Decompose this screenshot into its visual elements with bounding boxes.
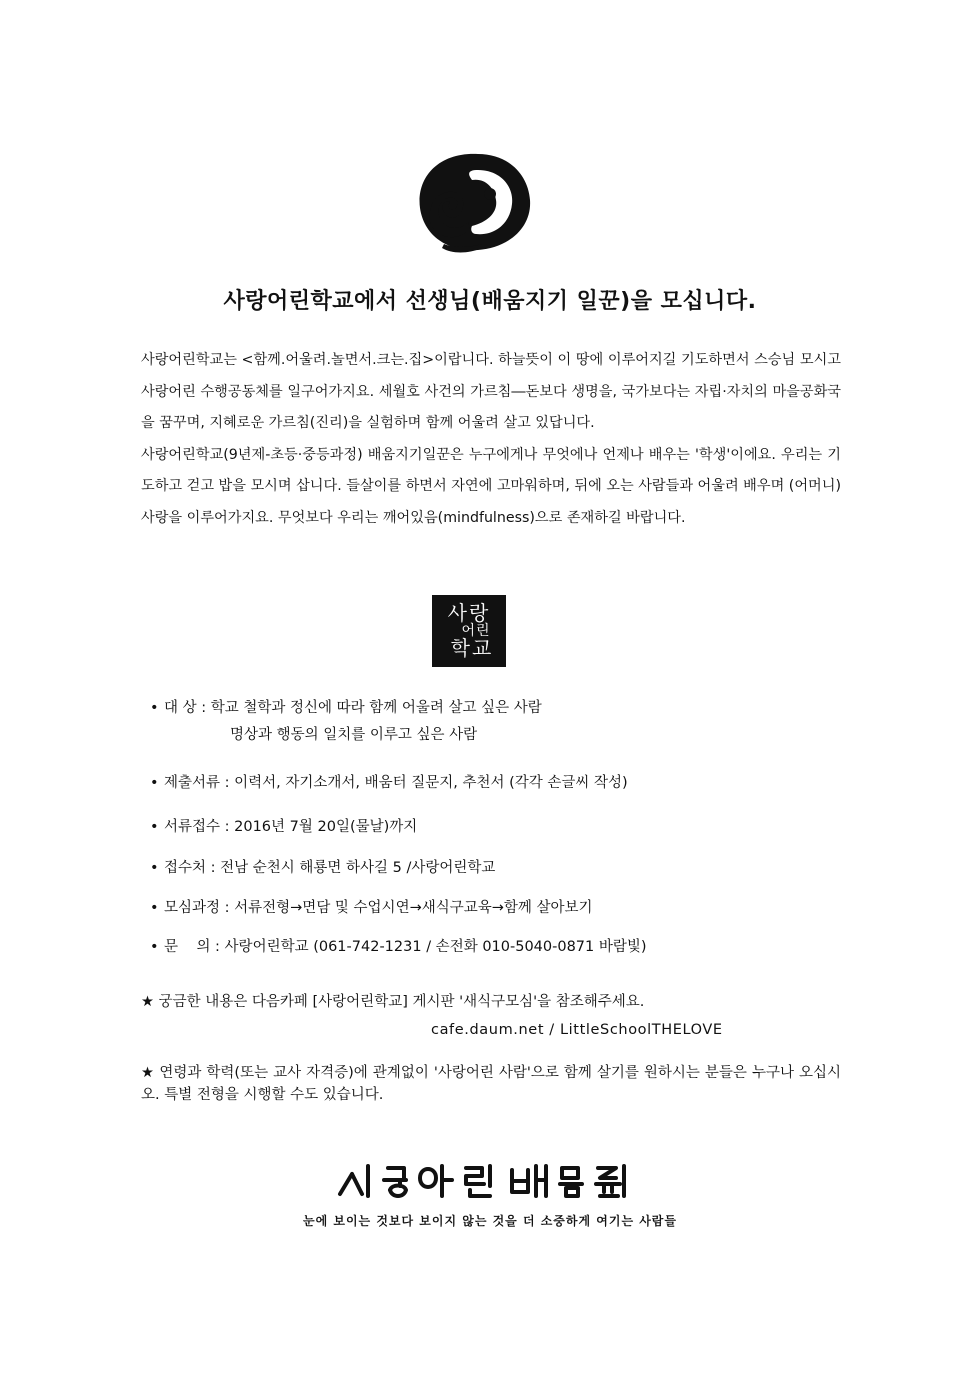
bullet-icon: • (150, 900, 159, 916)
note-1 (141, 991, 841, 1038)
stamp-line-2: 어린 (461, 622, 491, 639)
target-item (150, 696, 542, 717)
documents-item (150, 771, 628, 792)
process-item (150, 896, 593, 917)
page-title: 사랑어린학교에서 선생님(배움지기 일꾼)을 모십니다. (223, 289, 757, 314)
ink-brush-circle-logo-icon (408, 148, 538, 258)
target-line-2: 명상과 행동의 일치를 이루고 싶은 사람 (230, 727, 478, 743)
bullet-icon: • (150, 775, 159, 791)
address-item (150, 856, 495, 877)
handwritten-signature (0, 1156, 980, 1201)
school-stamp-logo (432, 595, 506, 667)
target-line-1: 학교 철학과 정신에 따라 함께 어울려 살고 싶은 사람 (210, 700, 542, 716)
cafe-url: cafe.daum.net / LittleSchoolTHELOVE (431, 1022, 723, 1038)
note-2-text: ★ 연령과 학력(또는 교사 자격증)에 관계없이 '사랑어린 사람'으로 함께 살기를 원하시는 분들은 누구나 오십시오. 특별 전형을 시행할 수도 있습니다. (141, 1065, 841, 1103)
contact-text: 문 의 : 사랑어린학교 (061-742-1231 / 손전화 010-5040-0871 바람빛) (164, 939, 647, 955)
bullet-icon: • (150, 700, 159, 716)
address-text: 접수처 : 전남 순천시 해룡면 하사길 5 /사랑어린학교 (164, 860, 496, 876)
process-text: 모심과정 : 서류전형→면담 및 수업시연→새식구교육→함께 살아보기 (164, 900, 593, 916)
bullet-icon: • (150, 939, 159, 955)
intro-paragraph-1: 사랑어린학교는 <함께.어울려.놀면서.크는.집>이랍니다. 하늘뜻이 이 땅에 이루어지길 기도하면서 스승님 모시고 사랑어린 수행공동체를 일구어가지요. 세월호 사건의 가르침―돈보다 생명을, 국가보다는 자립·자치의 마을공화국을 꿈꾸며, 지혜로운 가르침(진리)을 실험하며 함께 어울려 살고 있답니다. (141, 352, 841, 431)
documents-text: 제출서류 : 이력서, 자기소개서, 배움터 질문지, 추천서 (각각 손글씨 작성) (164, 775, 628, 791)
deadline-text: 서류접수 : 2016년 7월 20일(물날)까지 (164, 819, 418, 835)
bullet-icon: • (150, 860, 159, 876)
stamp-line-3: 학교 (450, 636, 494, 661)
stamp-line-1: 사랑 (447, 600, 491, 625)
intro-text (141, 345, 841, 534)
contact-item (150, 935, 647, 956)
note-1-text: ★ 궁금한 내용은 다음카페 [사랑어린학교] 게시판 '새식구모심'을 참조해주세요. (141, 994, 645, 1010)
intro-paragraph-2: 사랑어린학교(9년제-초등·중등과정) 배움지기일꾼은 누구에게나 무엇에나 언제나 배우는 '학생'이에요. 우리는 기도하고 걷고 밥을 모시며 삽니다. 들살이를 하면서 자연에 고마워하며, 뒤에 오는 사람들과 어울려 배우며 (어머니)사랑을 이루어가지요. 무엇보다 우리는 깨어있음(mindfulness)으로 존재하길 바랍니다. (141, 446, 841, 526)
note-2 (141, 1062, 841, 1106)
deadline-item (150, 815, 417, 836)
signature-motto: 눈에 보이는 것보다 보이지 않는 것을 더 소중하게 여기는 사람들 (303, 1214, 677, 1228)
bullet-icon: • (150, 819, 159, 835)
target-label: 대 상 : (164, 700, 211, 716)
